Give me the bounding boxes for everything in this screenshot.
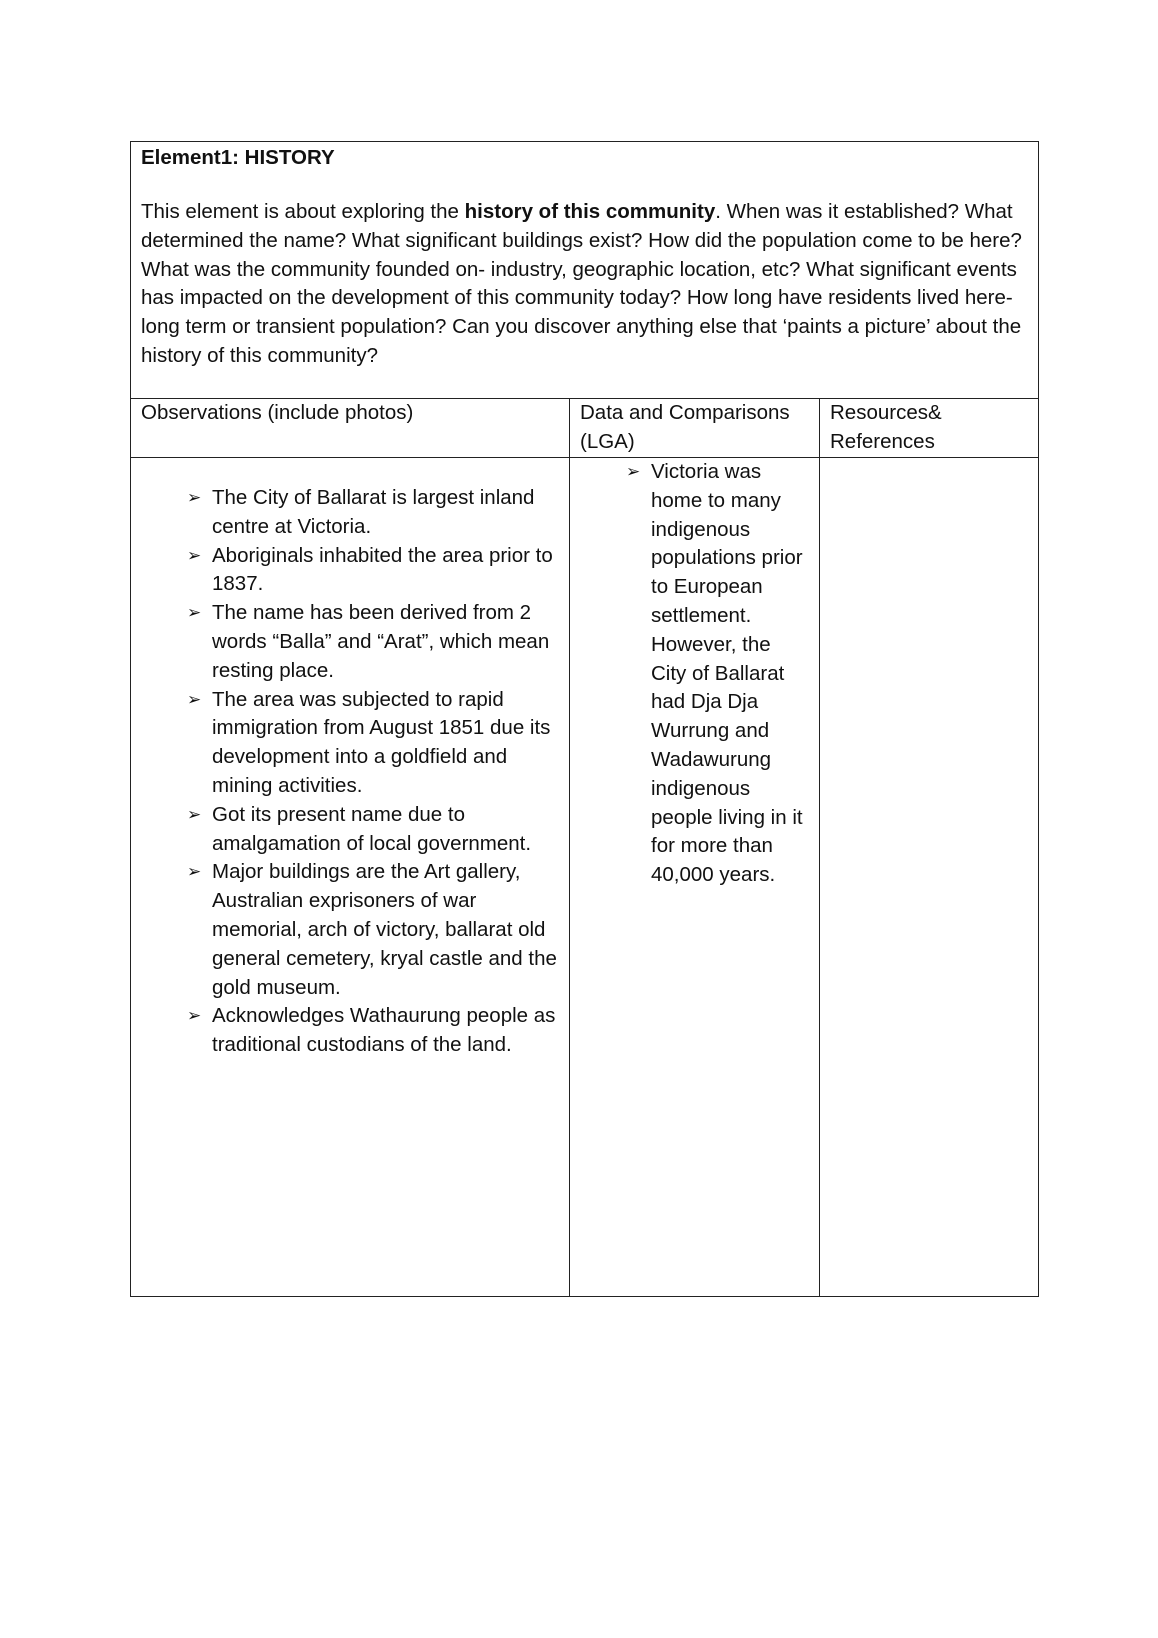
data-comparison-item xyxy=(580,458,809,890)
observation-item-text: Got its present name due to amalgamation of local government. xyxy=(212,802,532,855)
observation-item xyxy=(141,686,559,801)
observations-cell xyxy=(131,458,570,1297)
observation-item-text: The area was subjected to rapid immigration from August 1851 due its development into a goldfield and mining activities. xyxy=(212,687,551,797)
observation-item-text: Aboriginals inhabited the area prior to 1837. xyxy=(212,543,553,596)
arrow-bullet-icon: ➢ xyxy=(187,862,202,882)
arrow-bullet-icon: ➢ xyxy=(626,462,641,481)
resources-cell xyxy=(820,458,1039,1297)
intro-text-bold: history of this community xyxy=(464,200,716,223)
observation-item xyxy=(141,542,559,600)
element-heading: Element1: HISTORY xyxy=(141,146,335,169)
element-description xyxy=(141,198,1028,371)
column-header-observations: Observations (include photos) xyxy=(131,399,570,458)
arrow-bullet-icon: ➢ xyxy=(187,488,202,507)
intro-text-end: . When was it established? What determined the name? What significant buildings exist? How did the population come to be here? What was the community founded on- industry, geographic location, etc? What significant events has impacted on the development of this community today? How long have residents lived here- long term or transient population? Can you discover anything else that ‘paints a picture’ about the history of this community? xyxy=(141,200,1022,367)
observation-item-text: The name has been derived from 2 words “Balla” and “Arat”, which mean resting place. xyxy=(212,601,550,682)
observation-item xyxy=(141,801,559,859)
observation-item xyxy=(141,484,559,542)
arrow-bullet-icon: ➢ xyxy=(187,689,202,709)
column-header-data: Data and Comparisons (LGA) xyxy=(570,399,820,458)
arrow-bullet-icon: ➢ xyxy=(187,603,202,623)
data-comparisons-list xyxy=(580,458,809,890)
observation-item xyxy=(141,858,559,1002)
column-header-row xyxy=(131,399,1039,458)
arrow-bullet-icon: ➢ xyxy=(187,1006,202,1026)
arrow-bullet-icon: ➢ xyxy=(187,804,202,824)
intro-cell xyxy=(131,142,1039,399)
observation-item-text: Acknowledges Wathaurung people as traditional custodians of the land. xyxy=(212,1004,556,1057)
observations-list xyxy=(141,484,559,1060)
intro-text-start: This element is about exploring the xyxy=(141,200,465,223)
data-comparison-item-text: Victoria was home to many indigenous populations prior to European settlement. However, the City of Ballarat had Dja Dja Wurrung and Wadawurung indigenous people living in it for more than 40,000 years. xyxy=(651,460,803,887)
observation-item xyxy=(141,599,559,685)
observation-item xyxy=(141,1002,559,1060)
column-header-resources: Resources& References xyxy=(820,399,1039,458)
observation-item-text: The City of Ballarat is largest inland centre at Victoria. xyxy=(212,486,535,538)
arrow-bullet-icon: ➢ xyxy=(187,545,202,565)
content-row xyxy=(131,458,1039,1297)
intro-row xyxy=(131,142,1039,399)
observation-item-text: Major buildings are the Art gallery, Australian exprisoners of war memorial, arch of victory, ballarat old general cemetery, kryal castle and the gold museum. xyxy=(212,860,557,999)
data-cell xyxy=(570,458,820,1297)
element-table xyxy=(130,141,1039,1297)
